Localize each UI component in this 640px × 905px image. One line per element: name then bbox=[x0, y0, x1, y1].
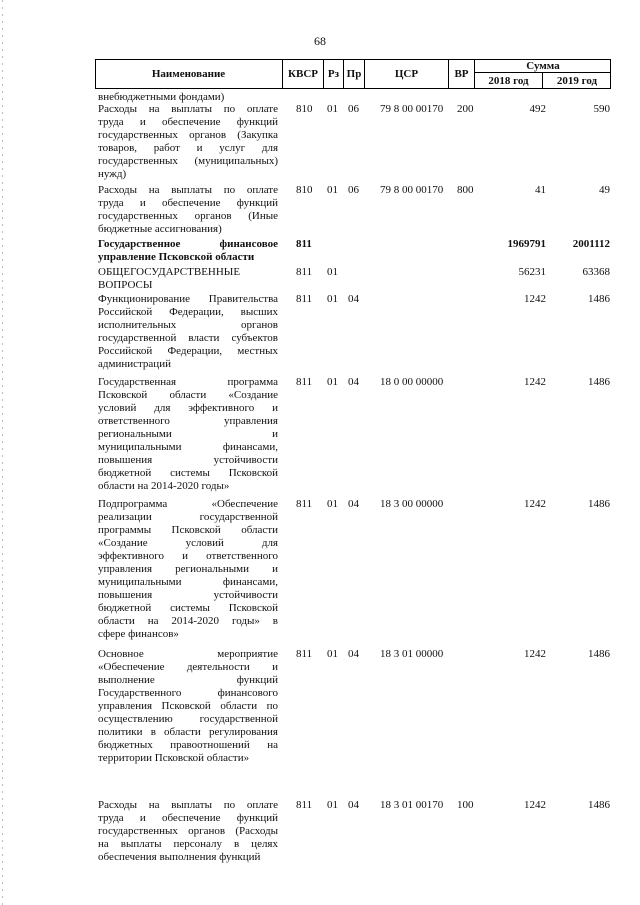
row-name bbox=[98, 498, 278, 641]
cell-rz: 01 bbox=[327, 376, 338, 388]
row-name-line: исполнительных органов bbox=[98, 319, 278, 331]
scan-margin-edge bbox=[2, 0, 3, 905]
row-name-line: Расходы на выплаты по оплате bbox=[98, 184, 278, 196]
cell-pr: 04 bbox=[348, 293, 359, 305]
header-frame bbox=[95, 59, 611, 89]
cell-y2018: 1969791 bbox=[507, 238, 546, 250]
cell-kvsr: 810 bbox=[296, 103, 313, 115]
row-name-line: государственных (муниципальных) bbox=[98, 155, 278, 167]
row-name bbox=[98, 293, 278, 371]
page-number: 68 bbox=[314, 34, 326, 48]
row-name-line: Основное мероприятие bbox=[98, 648, 278, 660]
row-name-line: «Создание условий для bbox=[98, 537, 278, 549]
cell-y2018: 1242 bbox=[524, 376, 546, 388]
cell-y2018: 1242 bbox=[524, 648, 546, 660]
row-name-line: государственных органов (Расходы bbox=[98, 825, 278, 837]
cell-kvsr: 811 bbox=[296, 799, 313, 811]
row-name-line: Расходы на выплаты по оплате bbox=[98, 103, 278, 115]
cell-kvsr: 811 bbox=[296, 376, 313, 388]
row-name-line: государственных органов (Закупка bbox=[98, 129, 278, 141]
row-name-line: области на 2014-2020 годы» в bbox=[98, 615, 278, 627]
header-csr: ЦСР bbox=[365, 59, 449, 89]
cell-csr: 18 3 01 00000 bbox=[380, 648, 444, 660]
row-name-line: Функционирование Правительства bbox=[98, 293, 278, 305]
cell-rz: 01 bbox=[327, 266, 338, 278]
row-name-line: Подпрограмма «Обеспечение bbox=[98, 498, 278, 510]
row-name-line: управление Псковской области bbox=[98, 251, 255, 263]
cell-rz: 01 bbox=[327, 103, 338, 115]
row-name-line: на выплаты персоналу в целях bbox=[98, 838, 278, 850]
cell-rz: 01 bbox=[327, 293, 338, 305]
row-name-line: труда и обеспечение функций bbox=[98, 812, 278, 824]
cell-csr: 18 3 01 00170 bbox=[380, 799, 444, 811]
cell-csr: 18 0 00 00000 bbox=[380, 376, 444, 388]
header-vr: ВР bbox=[449, 59, 475, 89]
row-name-line: труда и обеспечение функций bbox=[98, 197, 278, 209]
row-name-line: области на 2014-2020 годы» bbox=[98, 480, 230, 492]
cell-y2018: 1242 bbox=[524, 498, 546, 510]
row-name-line: политики в области регулирования bbox=[98, 726, 278, 738]
row-name-line: обеспечения выполнения функций bbox=[98, 851, 261, 863]
row-name-line: государственных органов (Иные bbox=[98, 210, 278, 222]
row-name bbox=[98, 184, 278, 236]
row-name-line: условий для эффективного и bbox=[98, 402, 278, 414]
header-name: Наименование bbox=[95, 59, 283, 89]
cell-y2018: 41 bbox=[535, 184, 546, 196]
cell-kvsr: 811 bbox=[296, 293, 313, 305]
cell-y2019: 1486 bbox=[588, 799, 610, 811]
row-name-line: администраций bbox=[98, 358, 171, 370]
cell-kvsr: 811 bbox=[296, 648, 313, 660]
row-name-line: муниципальными финансами, bbox=[98, 576, 278, 588]
cell-kvsr: 811 bbox=[296, 266, 313, 278]
row-name-line: программы Псковской области bbox=[98, 524, 278, 536]
row-name-line: Государственного финансового bbox=[98, 687, 278, 699]
cell-y2018: 56231 bbox=[518, 266, 546, 278]
row-name-line: ответственного управления bbox=[98, 415, 278, 427]
table-header bbox=[95, 59, 611, 89]
cell-rz: 01 bbox=[327, 799, 338, 811]
row-name-line: бюджетные ассигнования) bbox=[98, 223, 222, 235]
row-name bbox=[98, 238, 278, 264]
row-name-line: повышения устойчивости bbox=[98, 454, 278, 466]
cell-y2018: 1242 bbox=[524, 293, 546, 305]
cell-y2019: 1486 bbox=[588, 648, 610, 660]
cell-kvsr: 811 bbox=[296, 238, 312, 250]
header-rz: Рз bbox=[324, 59, 344, 89]
row-name bbox=[98, 376, 278, 493]
row-name-line: бюджетной системы Псковской bbox=[98, 602, 278, 614]
row-name-line: сфере финансов» bbox=[98, 628, 179, 640]
row-name-line: ОБЩЕГОСУДАРСТВЕННЫЕ bbox=[98, 266, 241, 278]
cell-kvsr: 810 bbox=[296, 184, 313, 196]
cell-pr: 04 bbox=[348, 648, 359, 660]
cell-y2019: 63368 bbox=[582, 266, 610, 278]
cell-rz: 01 bbox=[327, 184, 338, 196]
cell-csr: 18 3 00 00000 bbox=[380, 498, 444, 510]
cell-pr: 04 bbox=[348, 799, 359, 811]
cell-pr: 06 bbox=[348, 184, 359, 196]
row-name-line: управления региональными и bbox=[98, 563, 278, 575]
row-name-line: государственной власти субъектов bbox=[98, 332, 278, 344]
cell-csr: 79 8 00 00170 bbox=[380, 184, 444, 196]
row-name-line: Российской Федерации, местных bbox=[98, 345, 278, 357]
cell-y2019: 1486 bbox=[588, 293, 610, 305]
row-name-line: Псковской области «Создание bbox=[98, 389, 278, 401]
row-name-line: Расходы на выплаты по оплате bbox=[98, 799, 278, 811]
header-pr: Пр bbox=[344, 59, 365, 89]
row-name-line: территории Псковской области» bbox=[98, 752, 250, 764]
row-name-line: Российской Федерации, высших bbox=[98, 306, 278, 318]
cell-y2019: 2001112 bbox=[572, 238, 610, 250]
header-kvsr: КВСР bbox=[283, 59, 324, 89]
row-name-line: товаров, работ и услуг для bbox=[98, 142, 278, 154]
row-name-line: Государственная программа bbox=[98, 376, 278, 388]
row-name bbox=[98, 266, 278, 292]
row-name-line: муниципальными финансами, bbox=[98, 441, 278, 453]
row-name-line: бюджетной системы Псковской bbox=[98, 467, 278, 479]
cell-vr: 800 bbox=[457, 184, 474, 196]
row-name-line: нужд) bbox=[98, 168, 127, 180]
cell-kvsr: 811 bbox=[296, 498, 313, 510]
row-name bbox=[98, 799, 278, 864]
cell-y2019: 1486 bbox=[588, 376, 610, 388]
row-name-line: ВОПРОСЫ bbox=[98, 279, 153, 291]
cell-y2018: 1242 bbox=[524, 799, 546, 811]
row-name-line: региональными и bbox=[98, 428, 278, 440]
cell-pr: 04 bbox=[348, 376, 359, 388]
cell-y2019: 1486 bbox=[588, 498, 610, 510]
header-sum: Сумма bbox=[475, 59, 611, 73]
row-name bbox=[98, 648, 278, 765]
row-name-line: управления Псковской области по bbox=[98, 700, 278, 712]
cell-y2019: 590 bbox=[593, 103, 610, 115]
row-name-line: повышения устойчивости bbox=[98, 589, 278, 601]
row-name-line: осуществлению государственной bbox=[98, 713, 278, 725]
row-name-line: реализации государственной bbox=[98, 511, 278, 523]
cell-y2019: 49 bbox=[599, 184, 610, 196]
cell-pr: 04 bbox=[348, 498, 359, 510]
cell-csr: 79 8 00 00170 bbox=[380, 103, 444, 115]
header-year-2019: 2019 год bbox=[556, 75, 598, 87]
row-name-line: Государственное финансовое bbox=[98, 238, 278, 250]
cell-rz: 01 bbox=[327, 648, 338, 660]
row-name-line: труда и обеспечение функций bbox=[98, 116, 278, 128]
row-name-line: «Обеспечение деятельности и bbox=[98, 661, 278, 673]
cell-rz: 01 bbox=[327, 498, 338, 510]
cell-pr: 06 bbox=[348, 103, 359, 115]
cell-vr: 200 bbox=[457, 103, 474, 115]
header-year-2018: 2018 год bbox=[475, 73, 543, 89]
cell-y2018: 492 bbox=[529, 103, 546, 115]
row-name-line: бюджетных правоотношений на bbox=[98, 739, 278, 751]
row-name bbox=[98, 103, 278, 181]
row-name-line: эффективного и ответственного bbox=[98, 550, 278, 562]
cell-vr: 100 bbox=[457, 799, 474, 811]
row-name-line: выполнение функций bbox=[98, 674, 278, 686]
row-name-line: внебюджетными фондами) bbox=[98, 91, 225, 103]
